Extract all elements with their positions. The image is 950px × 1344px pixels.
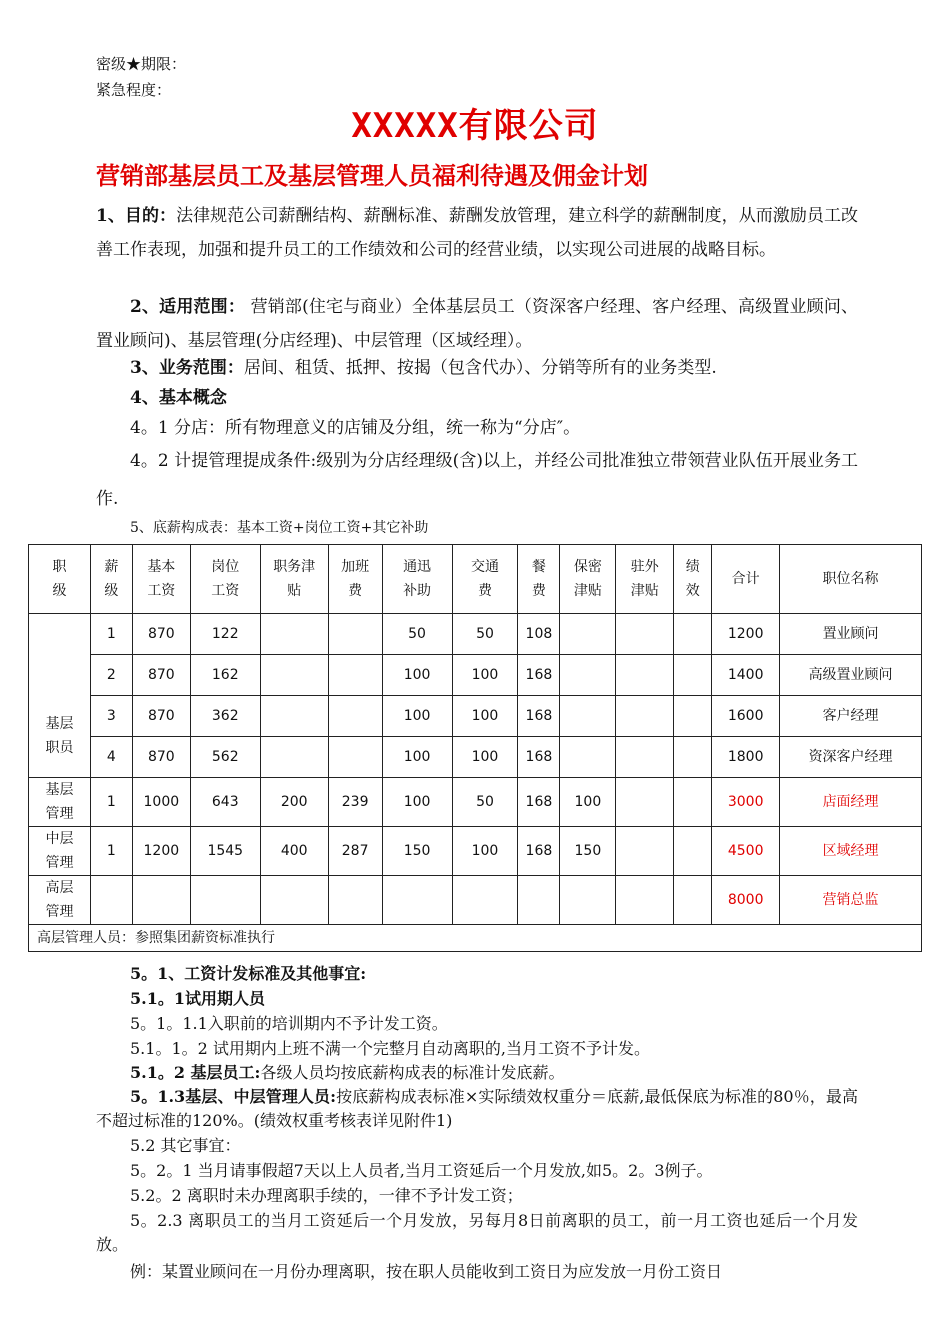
- table-cell: [674, 696, 712, 737]
- table-row: [29, 876, 922, 925]
- table-cell: [132, 876, 190, 925]
- table-cell: [616, 778, 674, 827]
- rule-5-2-1: 5。2。1 当月请事假超7天以上人员者,当月工资延后一个月发放,如5。2。3例子。: [130, 1161, 713, 1180]
- table-cell: [616, 876, 674, 925]
- table-cell: 168: [518, 778, 560, 827]
- table-cell: [560, 876, 616, 925]
- position-name-cell: 营销总监: [780, 876, 922, 925]
- table-cell: 客户经理: [780, 696, 922, 737]
- table-cell: 1: [90, 827, 132, 876]
- table-row: [29, 778, 922, 827]
- table-cell: 239: [328, 778, 382, 827]
- table-cell: 870: [132, 737, 190, 778]
- business-heading: 3、业务范围：: [130, 358, 244, 378]
- group-label: 中层 管理: [29, 827, 91, 876]
- table-cell: 100: [452, 737, 518, 778]
- table-cell: [674, 655, 712, 696]
- table-cell: 562: [190, 737, 260, 778]
- table-cell: [328, 655, 382, 696]
- position-name-cell: 区域经理: [780, 827, 922, 876]
- table-cell: 168: [518, 696, 560, 737]
- table-cell: 162: [190, 655, 260, 696]
- table-cell: 50: [452, 614, 518, 655]
- business-text: 居间、租赁、抵押、按揭（包含代办）、分销等所有的业务类型.: [243, 358, 717, 378]
- section-5-1-2-heading: 5.1。2 基层员工:: [130, 1063, 261, 1082]
- table-cell: 50: [382, 614, 452, 655]
- table-row: [29, 696, 922, 737]
- table-cell: 2: [90, 655, 132, 696]
- table-cell: 100: [452, 827, 518, 876]
- table-cell: 643: [190, 778, 260, 827]
- table-cell: [328, 696, 382, 737]
- rule-5-1-3: [96, 1085, 858, 1133]
- column-header: 餐 费: [518, 545, 560, 614]
- table-cell: 150: [560, 827, 616, 876]
- column-header: 职务津 贴: [260, 545, 328, 614]
- table-cell: 50: [452, 778, 518, 827]
- section-5-1-1-heading: 5.1。1试用期人员: [130, 989, 265, 1008]
- table-cell: 1200: [712, 614, 780, 655]
- table-cell: 168: [518, 827, 560, 876]
- table-cell: 1400: [712, 655, 780, 696]
- total-cell: 3000: [712, 778, 780, 827]
- table-caption: 5、底薪构成表：基本工资+岗位工资+其它补助: [130, 520, 429, 536]
- table-cell: 870: [132, 655, 190, 696]
- table-cell: 108: [518, 614, 560, 655]
- column-header: 加班 费: [328, 545, 382, 614]
- position-name-cell: 店面经理: [780, 778, 922, 827]
- document-title: 营销部基层员工及基层管理人员福利待遇及佣金计划: [96, 162, 648, 190]
- table-cell: [260, 655, 328, 696]
- rule-5-1-2: [96, 1061, 858, 1085]
- rule-5-1-1-2: 5.1。1。2 试用期内上班不满一个完整月自动离职的,当月工资不予计发。: [130, 1039, 650, 1058]
- table-cell: [674, 737, 712, 778]
- business-paragraph: [96, 351, 858, 385]
- table-cell: 100: [382, 655, 452, 696]
- table-cell: 100: [382, 737, 452, 778]
- secret-level: 密级★期限：: [96, 55, 187, 73]
- table-cell: 4: [90, 737, 132, 778]
- column-header: 薪 级: [90, 545, 132, 614]
- rule-5-1-2-text: 各级人员均按底薪构成表的标准计发底薪。: [260, 1063, 565, 1082]
- table-cell: [560, 737, 616, 778]
- concept-item-2: 4。2 计提管理提成条件:级别为分店经理级(含)以上，并经公司批准独立带领营业队伍开展业务工作.: [96, 451, 858, 509]
- table-row: [29, 655, 922, 696]
- table-cell: [382, 876, 452, 925]
- scope-heading: 2、适用范围：: [130, 297, 245, 317]
- column-header: 岗位 工资: [190, 545, 260, 614]
- table-cell: 100: [382, 696, 452, 737]
- table-cell: 362: [190, 696, 260, 737]
- rule-5-2-3: 5。2.3 离职员工的当月工资延后一个月发放，另每月8日前离职的员工，前一月工资也延后一个月发放。: [96, 1211, 858, 1254]
- table-cell: [328, 614, 382, 655]
- table-cell: [616, 737, 674, 778]
- table-cell: 122: [190, 614, 260, 655]
- table-cell: 1: [90, 778, 132, 827]
- rule-5-1-3-text: 按底薪构成表标准×实际绩效权重分＝底薪,最低保底为标准的80％，最高不超过标准的120%。(绩效权重考核表详见附件1): [96, 1087, 858, 1130]
- table-cell: 287: [328, 827, 382, 876]
- table-cell: 400: [260, 827, 328, 876]
- section-5-1-heading: 5。1、工资计发标准及其他事宜:: [130, 964, 367, 983]
- column-header: 职 级: [29, 545, 91, 614]
- table-cell: [560, 614, 616, 655]
- table-cell: 168: [518, 737, 560, 778]
- table-cell: [674, 614, 712, 655]
- column-header: 基本 工资: [132, 545, 190, 614]
- table-cell: [616, 827, 674, 876]
- table-cell: 100: [452, 655, 518, 696]
- group-label: 基层 管理: [29, 778, 91, 827]
- group-label: 基层 职员: [29, 614, 91, 778]
- table-row: [29, 614, 922, 655]
- column-header: 职位名称: [780, 545, 922, 614]
- table-cell: [90, 876, 132, 925]
- table-cell: 870: [132, 696, 190, 737]
- table-cell: 100: [382, 778, 452, 827]
- table-row: [29, 827, 922, 876]
- company-name: XXXXX有限公司: [351, 106, 599, 146]
- table-cell: [190, 876, 260, 925]
- column-header: 保密 津贴: [560, 545, 616, 614]
- total-cell: 4500: [712, 827, 780, 876]
- group-label: 高层 管理: [29, 876, 91, 925]
- table-cell: [560, 696, 616, 737]
- table-cell: [260, 876, 328, 925]
- table-cell: 资深客户经理: [780, 737, 922, 778]
- table-cell: [260, 614, 328, 655]
- column-header: 驻外 津贴: [616, 545, 674, 614]
- table-cell: 1: [90, 614, 132, 655]
- table-cell: 1000: [132, 778, 190, 827]
- table-cell: 1800: [712, 737, 780, 778]
- table-cell: [616, 655, 674, 696]
- table-cell: [674, 876, 712, 925]
- table-cell: [328, 737, 382, 778]
- purpose-heading: 1、目的：: [96, 206, 177, 226]
- salary-structure-table: [28, 544, 922, 952]
- table-note: 高层管理人员：参照集团薪资标准执行: [29, 925, 922, 952]
- table-cell: 168: [518, 655, 560, 696]
- table-cell: 1200: [132, 827, 190, 876]
- table-cell: 高级置业顾问: [780, 655, 922, 696]
- table-cell: [260, 696, 328, 737]
- table-note-row: [29, 925, 922, 952]
- table-cell: 3: [90, 696, 132, 737]
- table-cell: 100: [560, 778, 616, 827]
- table-cell: 150: [382, 827, 452, 876]
- column-header: 通迅 补助: [382, 545, 452, 614]
- example-text: 例：某置业顾问在一月份办理离职，按在职人员能收到工资日为应发放一月份工资日: [130, 1262, 723, 1281]
- table-row: [29, 737, 922, 778]
- purpose-paragraph: [96, 199, 858, 267]
- table-cell: [616, 696, 674, 737]
- section-5-1-3-heading: 5。1.3基层、中层管理人员:: [130, 1087, 337, 1106]
- table-cell: 200: [260, 778, 328, 827]
- rule-5-1-1-1: 5。1。1.1入职前的培训期内不予计发工资。: [130, 1014, 448, 1033]
- urgency-level: 紧急程度：: [96, 81, 172, 99]
- table-cell: [674, 778, 712, 827]
- column-header: 交通 费: [452, 545, 518, 614]
- table-header-row: [29, 545, 922, 614]
- purpose-text: 法律规范公司薪酬结构、薪酬标准、薪酬发放管理，建立科学的薪酬制度，从而激励员工改善工作表现，加强和提升员工的工作绩效和公司的经营业绩，以实现公司进展的战略目标。: [96, 206, 858, 260]
- table-cell: [616, 614, 674, 655]
- section-5-2-heading: 5.2 其它事宜：: [130, 1136, 241, 1155]
- total-cell: 8000: [712, 876, 780, 925]
- table-cell: 1545: [190, 827, 260, 876]
- column-header: 合计: [712, 545, 780, 614]
- table-cell: [518, 876, 560, 925]
- table-cell: [560, 655, 616, 696]
- table-cell: [674, 827, 712, 876]
- table-cell: 870: [132, 614, 190, 655]
- column-header: 绩 效: [674, 545, 712, 614]
- table-cell: 1600: [712, 696, 780, 737]
- table-cell: 100: [452, 696, 518, 737]
- table-cell: [328, 876, 382, 925]
- scope-paragraph: [96, 290, 858, 358]
- table-cell: [260, 737, 328, 778]
- table-cell: 置业顾问: [780, 614, 922, 655]
- rule-5-2-2: 5.2。2 离职时未办理离职手续的，一律不予计发工资；: [130, 1186, 523, 1205]
- table-cell: [452, 876, 518, 925]
- scope-text: 营销部(住宅与商业）全体基层员工（资深客户经理、客户经理、高级置业顾问、置业顾问)、基层管理(分店经理)、中层管理（区域经理）。: [96, 297, 858, 351]
- concept-item-1: 4。1 分店：所有物理意义的店铺及分组，统一称为“分店″。: [130, 418, 581, 438]
- concept-heading: 4、基本概念: [130, 388, 227, 408]
